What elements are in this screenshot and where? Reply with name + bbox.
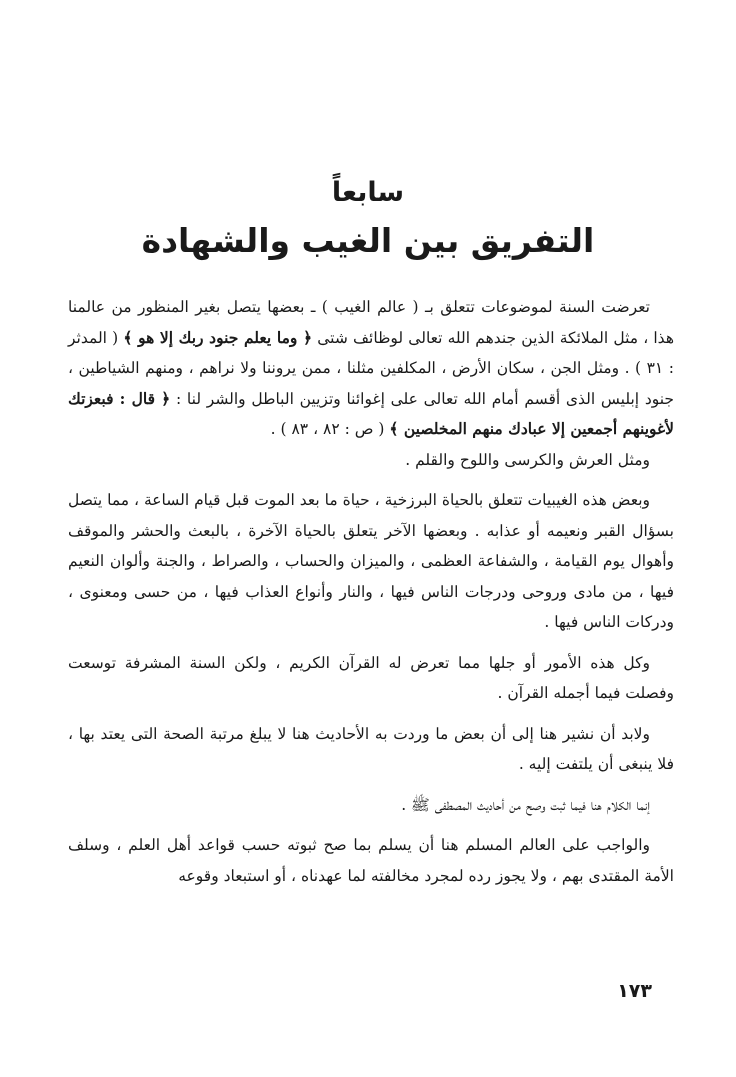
paragraph: إنما الكلام هنا فيما ثبت وصح من أحاديث المصطفى ﷺ . [401,795,650,814]
paragraph-text: ( ص : ٨٢ ، ٨٣ ) . [270,420,390,438]
chapter-title: التفريق بين الغيب والشهادة [141,221,595,260]
paragraph: ولابد أن نشير هنا إلى أن بعض ما وردت به الأحاديث هنا لا يبلغ مرتبة الصحة التى يعتد بها ، فلا ينبغى أن يلتفت إليه . [68,724,674,773]
heading-block [0,170,736,266]
body-text [68,292,674,901]
paragraph-text: ( المدثر : ٣١ ) . ومثل الجن ، سكان الأرض ، المكلفين مثلنا ، ممن يروننا ولا نراهم ، ومنهم الشياطين ، جنود إبليس الذى أقسم أمام الله تعالى على إغوائنا وتزيين الباطل والشر لنا : [68,328,675,408]
paragraph: وكل هذه الأمور أو جلها مما تعرض له القرآن الكريم ، ولكن السنة المشرفة توسعت وفصلت فيما أجمله القرآن . [68,653,674,702]
paragraph-text: تعرضت السنة لموضوعات تتعلق بـ ( عالم الغيب ) ـ بعضها يتصل بغير المنظور من عالمنا هذا ، مثل الملائكة الذين جندهم الله تعالى لوظائف شتى [68,298,674,347]
quran-verse: ﴿ وما يعلم جنود ربك إلا هو ﴾ [123,327,313,347]
section-number: سابعاً [331,177,405,208]
paragraph: وبعض هذه الغيبيات تتعلق بالحياة البرزخية ، حياة ما بعد الموت قبل قيام الساعة ، مما يتصل بسؤال القبر ونعيمه أو عذابه . وبعضها الآخر يتعلق بالحياة الآخرة ، بالبعث والحشر والموقف وأهوال يوم القيامة ، والشفاعة العظمى ، والميزان والحساب ، والصراط ، والجنة وألوان النعيم فيها ، من مادى وروحى ودرجات الناس فيها ، والنار وأنواع العذاب فيها ، من حسى ومعنوى ، ودركات الناس فيها . [68,491,674,631]
paragraph: والواجب على العالم المسلم هنا أن يسلم بما صح ثبوته حسب قواعد أهل العلم ، وسلف الأمة المقتدى بهم ، ولا يجوز رده لمجرد مخالفته لما عهدناه ، أو استبعاد وقوعه [68,836,674,885]
quran-verse: ﴿ قال : فبعزتك لأغوينهم أجمعين إلا عبادك منهم المخلصين ﴾ [68,388,674,438]
page-number: ١٧٣ [617,980,652,1002]
paragraph: ومثل العرش والكرسى واللوح والقلم . [405,450,650,469]
paragraph [68,292,674,445]
